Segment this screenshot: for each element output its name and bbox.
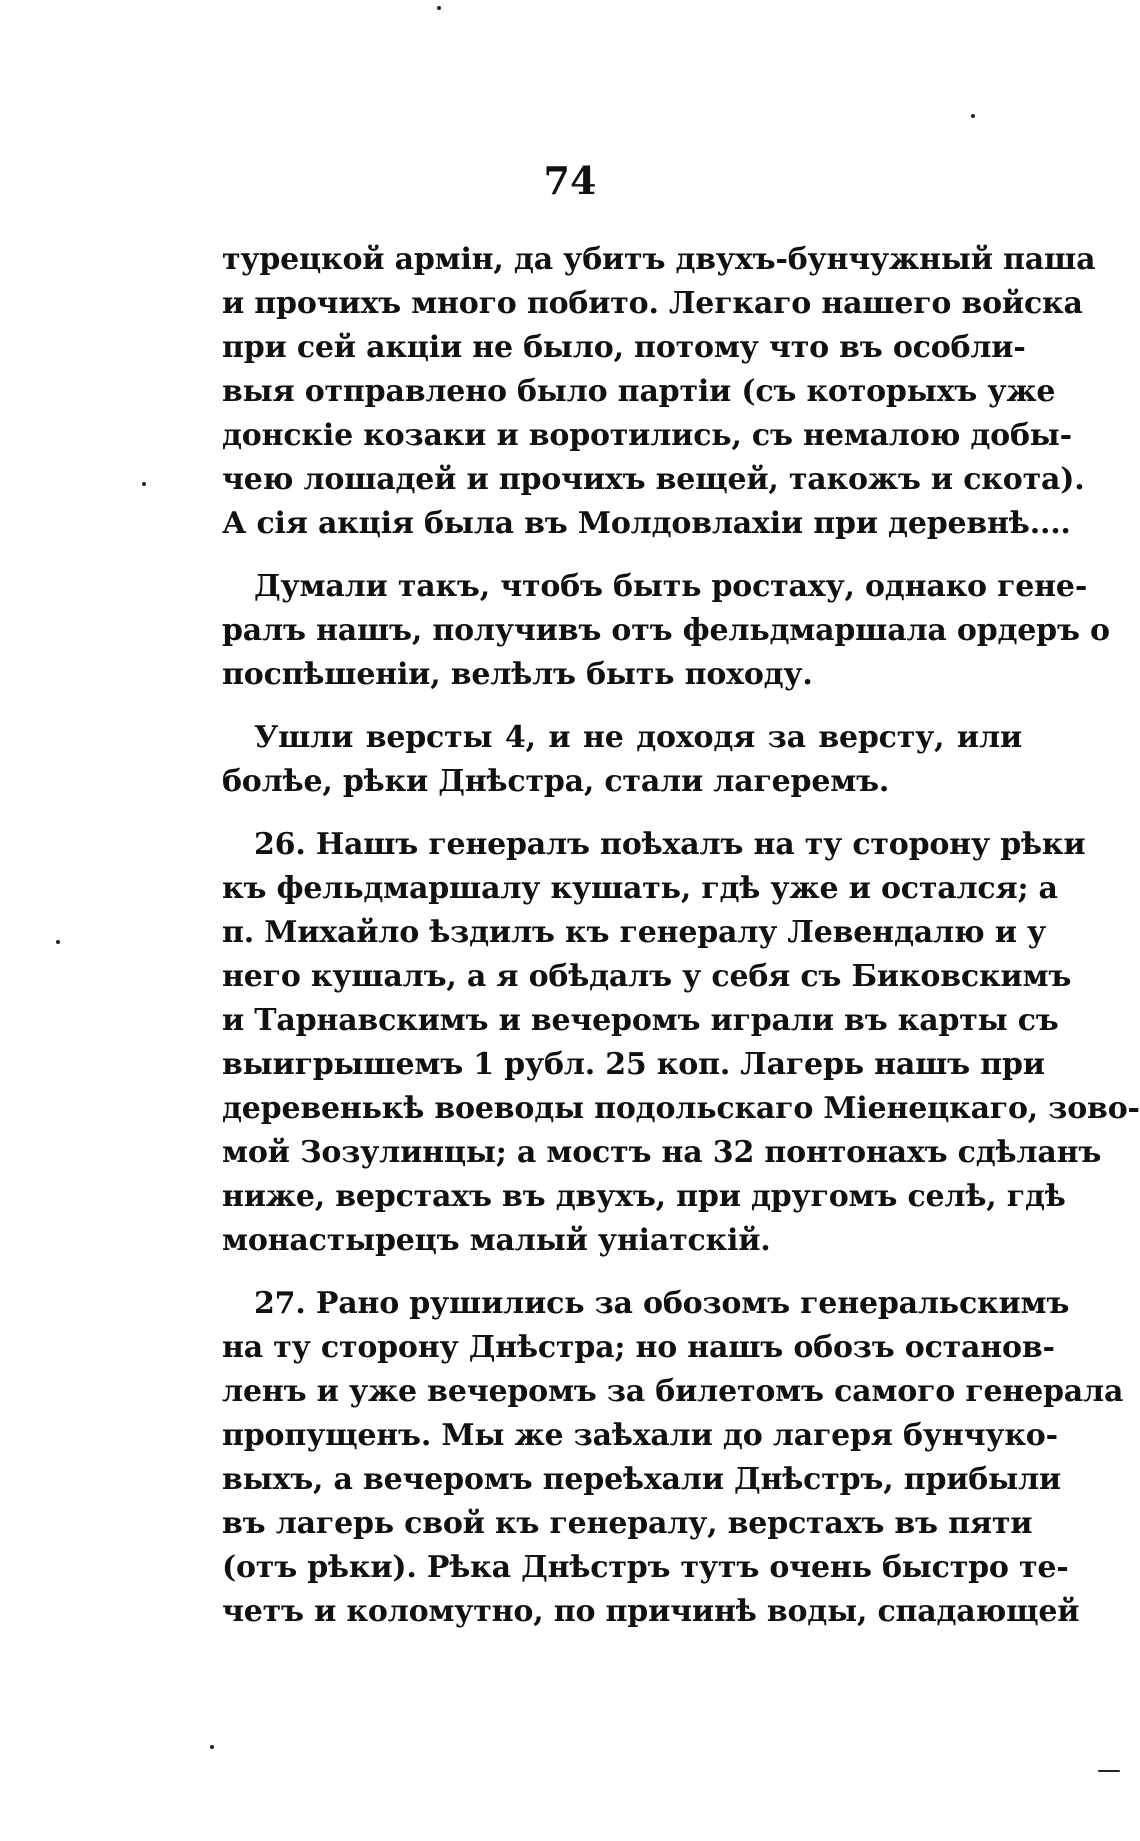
scan-speck [142,482,146,486]
text-line: болѣе, рѣки Днѣстра, стали лагеремъ. [222,764,890,799]
text-line: него кушалъ, а я обѣдалъ у себя съ Биковскимъ [222,959,1072,994]
scan-speck [56,940,60,944]
text-line: турецкой армін, да убитъ двухъ-бунчужный паша [222,242,1096,277]
body-text [222,238,1140,1634]
text-line: выхъ, а вечеромъ переѣхали Днѣстръ, прибыли [222,1462,1061,1497]
text-line: 26. Нашъ генералъ поѣхалъ на ту сторону рѣки [254,827,1086,862]
text-line: поспѣшеніи, велѣлъ быть походу. [222,657,813,692]
text-line: и прочихъ много побито. Легкаго нашего войска [222,286,1083,321]
text-line: въ лагерь свой къ генералу, верстахъ въ пяти [222,1506,1033,1541]
text-line: чею лошадей и прочихъ вещей, такожъ и скота). [222,462,1085,497]
scan-speck [210,1745,214,1749]
text-line: къ фельдмаршалу кушать, гдѣ уже и остался; а [222,871,1058,906]
paragraph [222,238,1096,546]
scan-speck [437,6,441,10]
scan-speck [1098,1770,1120,1772]
paragraph [222,823,1140,1263]
text-line: (отъ рѣки). Рѣка Днѣстръ тутъ очень быстро те- [222,1550,1069,1585]
paragraph [222,716,1022,804]
text-line: четъ и коломутно, по причинѣ воды, спадающей [222,1594,1080,1629]
text-line: п. Михайло ѣздилъ къ генералу Левендалю и у [222,915,1047,950]
text-line: выигрышемъ 1 рубл. 25 коп. Лагерь нашъ при [222,1047,1045,1082]
text-line: на ту сторону Днѣстра; но нашъ обозъ останов- [222,1330,1055,1365]
paragraph [222,565,1110,697]
text-line: Думали такъ, чтобъ быть ростаху, однако гене- [254,569,1088,604]
text-line: выя отправлено было партіи (съ которыхъ уже [222,374,1056,409]
text-line: ниже, верстахъ въ двухъ, при другомъ селѣ, гдѣ [222,1179,1066,1214]
text-line: донскіе козаки и воротились, съ немалою добы- [222,418,1072,453]
paragraph [222,1282,1124,1634]
text-line: монастырецъ малый уніатскій. [222,1223,771,1258]
text-line: мой Зозулинцы; а мостъ на 32 понтонахъ сдѣланъ [222,1135,1102,1170]
text-line: Ушли версты 4, и не доходя за версту, или [254,720,1022,755]
page-number: 74 [543,158,597,203]
text-line: ралъ нашъ, получивъ отъ фельдмаршала ордеръ о [222,613,1110,648]
text-line: 27. Рано рушились за обозомъ генеральскимъ [254,1286,1070,1321]
text-line: ленъ и уже вечеромъ за билетомъ самого генерала [222,1374,1124,1409]
text-line: и Тарнавскимъ и вечеромъ играли въ карты съ [222,1003,1059,1038]
scan-speck [971,114,975,118]
text-line: А сія акція была въ Молдовлахіи при деревнѣ.... [222,506,1071,541]
text-line: пропущенъ. Мы же заѣхали до лагеря бунчуко- [222,1418,1058,1453]
text-line: при сей акціи не было, потому что въ особли- [222,330,1026,365]
text-line: деревенькѣ воеводы подольскаго Міенецкаго, зово- [222,1091,1140,1126]
